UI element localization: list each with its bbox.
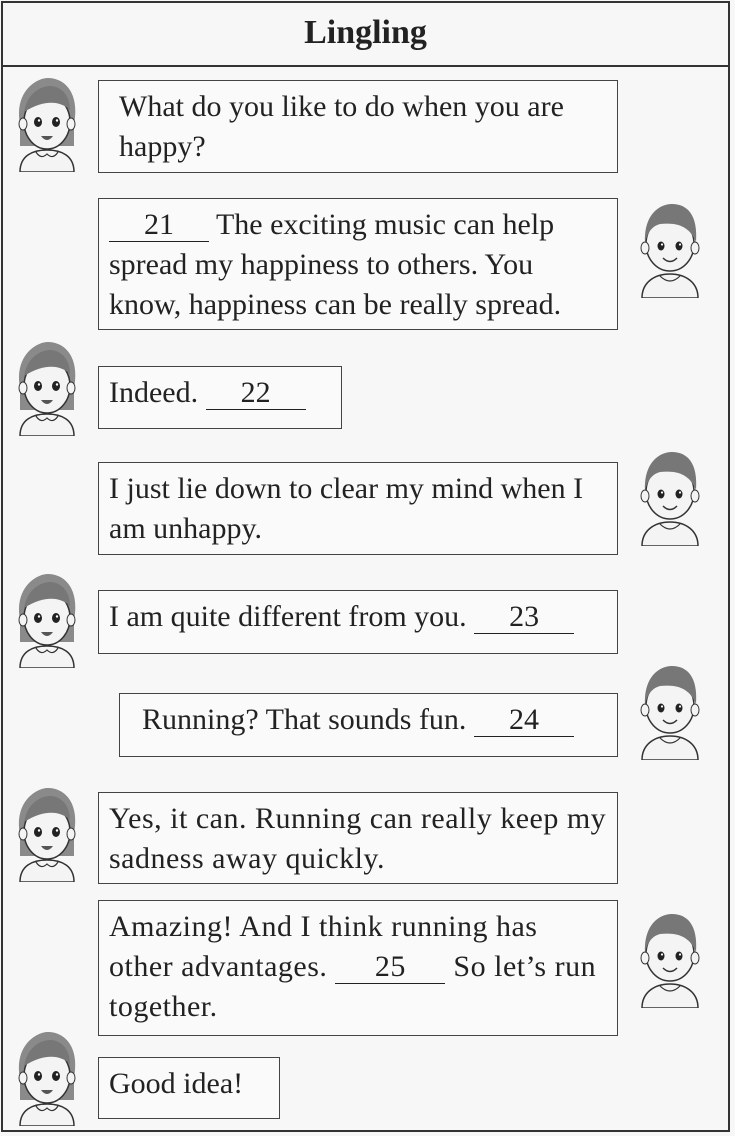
boy-avatar-icon	[630, 908, 710, 1008]
boy-avatar-icon	[630, 660, 710, 760]
dialogue-bubble: Running? That sounds fun. 24	[119, 693, 618, 757]
girl-avatar-icon	[6, 782, 86, 882]
girl-avatar-icon	[6, 72, 86, 172]
dialogue-bubble: Yes, it can. Running can really keep my sadness away quickly.	[98, 792, 618, 884]
answer-blank[interactable]: 22	[206, 377, 306, 410]
page-title: Lingling	[1, 1, 730, 67]
girl-avatar-icon	[6, 568, 86, 668]
girl-avatar-icon	[6, 336, 86, 436]
dialogue-bubble: I just lie down to clear my mind when I am unhappy.	[98, 462, 618, 555]
boy-avatar-icon	[630, 198, 710, 298]
answer-blank[interactable]: 21	[109, 209, 209, 242]
answer-blank[interactable]: 23	[474, 601, 574, 634]
dialogue-bubble: Indeed. 22	[98, 366, 342, 429]
answer-blank[interactable]: 24	[474, 704, 574, 737]
dialogue-bubble	[98, 80, 618, 173]
dialogue-bubble: Good idea!	[98, 1057, 280, 1119]
boy-avatar-icon	[630, 446, 710, 546]
bubble-text: What do you like to do when you are happy?	[119, 90, 564, 163]
dialogue-bubble: I am quite different from you. 23	[98, 590, 618, 654]
answer-blank[interactable]: 25	[335, 951, 445, 984]
dialogue-bubble: 21 The exciting music can help spread my happiness to others. You know, happiness can be really spread.	[98, 198, 618, 330]
girl-avatar-icon	[6, 1026, 86, 1126]
dialogue-bubble: Amazing! And I think running has other advantages. 25 So let’s run together.	[98, 900, 618, 1036]
